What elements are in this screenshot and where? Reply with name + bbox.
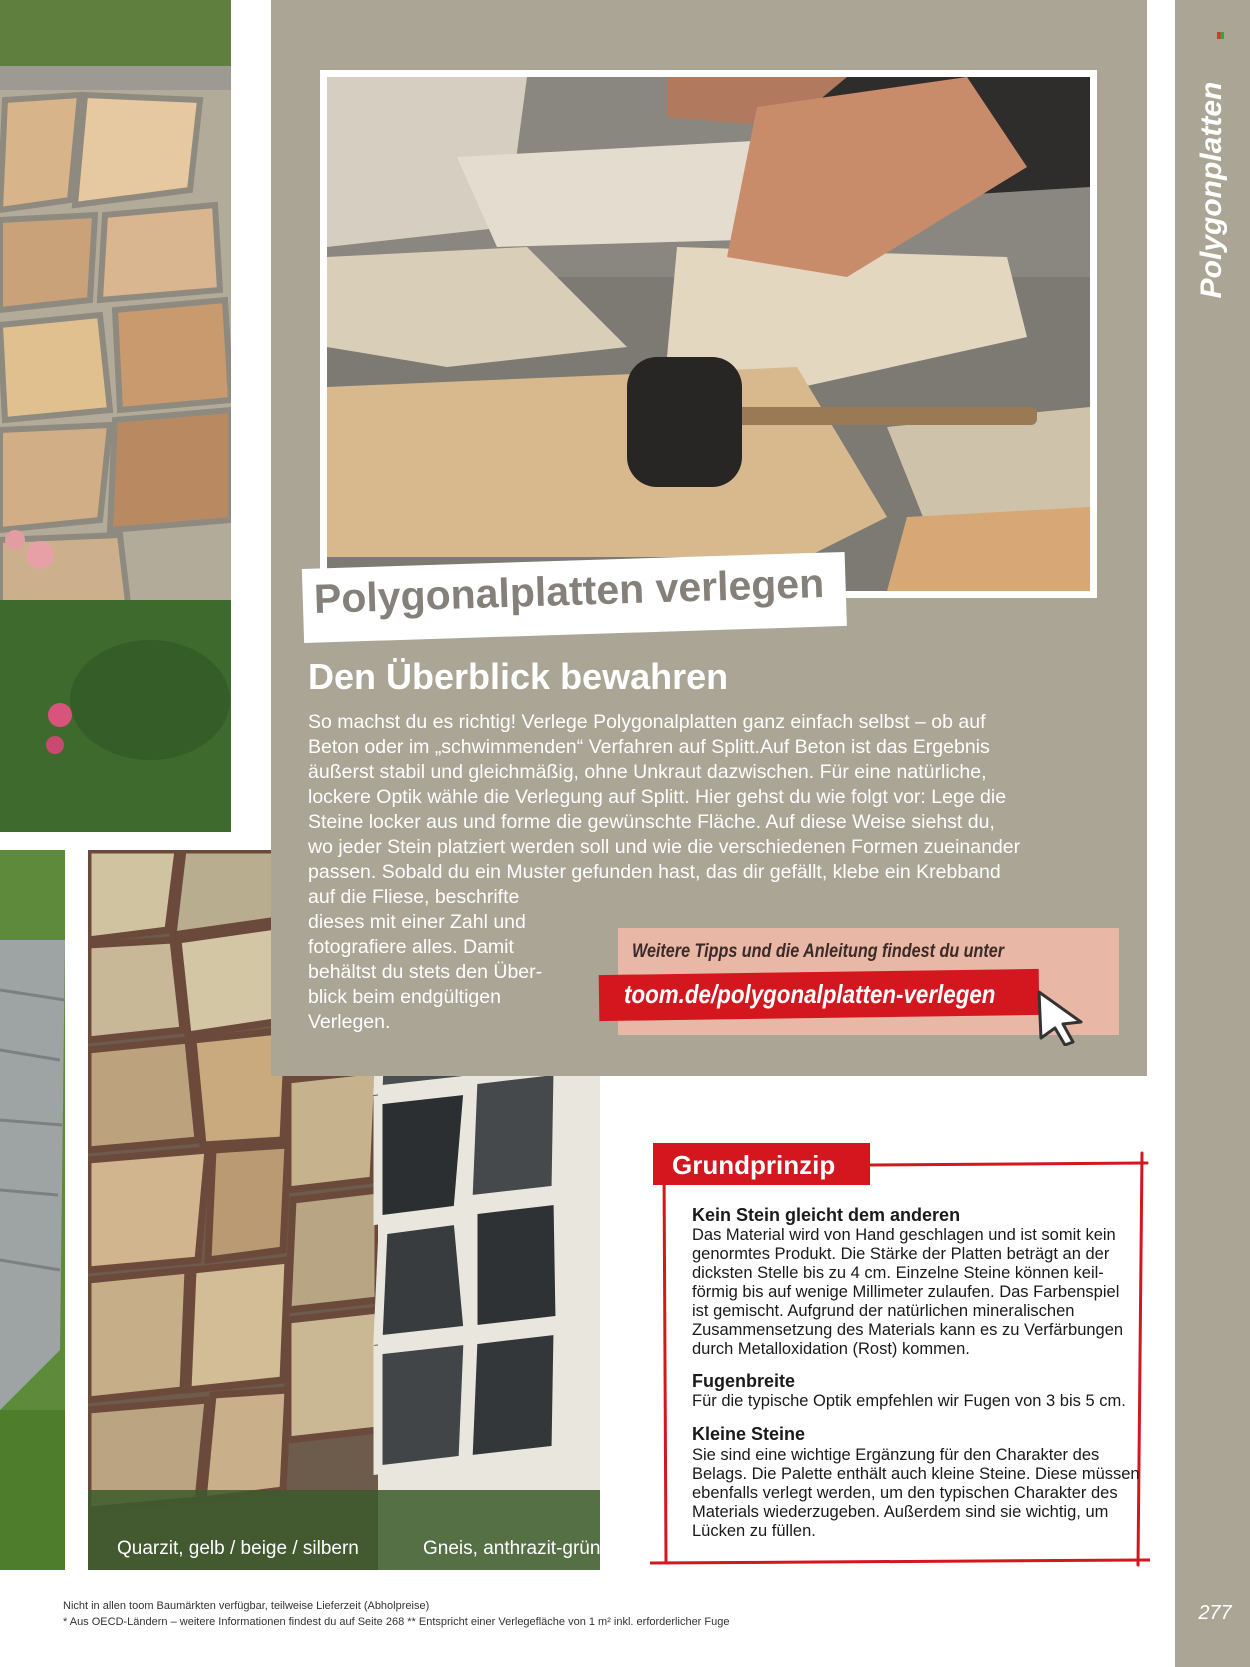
cursor-icon — [1035, 990, 1085, 1046]
body-line: lockere Optik wähle die Verlegung auf Splitt. Hier gehst du wie folgt vor: Lege die — [308, 786, 1007, 808]
section-heading: Kein Stein gleicht dem anderen — [692, 1205, 961, 1225]
body-line: dieses mit einer Zahl und — [308, 911, 526, 933]
section-line: dicksten Stelle bis zu 4 cm. Einzelne Steine können keil- — [692, 1264, 1104, 1282]
footnote: * Aus OECD-Ländern – weitere Informationen findest du auf Seite 268 ** Entspricht einer Verlegefläche von 1 m² inkl. erforderlicher Fuge — [63, 1616, 730, 1628]
section-line: förmig bis auf wenige Millimeter zulaufen. Das Farbenspiel — [692, 1283, 1120, 1301]
body-line: blick beim endgültigen — [308, 986, 501, 1008]
section-heading: Fugenbreite — [692, 1371, 796, 1391]
body-line: Verlegen. — [308, 1011, 391, 1033]
page-number: 277 — [1198, 1602, 1232, 1624]
section-line: genormtes Produkt. Die Stärke der Platten beträgt an der — [692, 1245, 1110, 1263]
section-line: Das Material wird von Hand geschlagen und ist somit kein — [692, 1226, 1116, 1244]
section-line: Lücken zu füllen. — [692, 1522, 816, 1540]
body-line: behältst du stets den Über- — [308, 961, 543, 983]
section-line: durch Metalloxidation (Rost) kommen. — [692, 1340, 970, 1358]
subheadline: Den Überblick bewahren — [308, 656, 729, 697]
hero-photo-frame — [320, 70, 1097, 598]
section-line: Sie sind eine wichtige Ergänzung für den Charakter des — [692, 1446, 1100, 1464]
body-line: Beton oder im „schwimmenden“ Verfahren auf Splitt.Auf Beton ist das Ergebnis — [308, 736, 990, 758]
headline: Polygonalplatten verlegen — [313, 559, 825, 622]
garden-path-photo — [0, 850, 65, 1570]
stone-laying-photo — [327, 77, 1090, 591]
section-line: Materials wiederzugeben. Außerdem sind sie wichtig, um — [692, 1503, 1109, 1521]
body-line: Steine locker aus und forme die gewünschte Fläche. Auf diese Weise siehst du, — [308, 811, 995, 833]
body-line: passen. Sobald du ein Muster gefunden hast, das dir gefällt, klebe ein Krebband — [308, 861, 1001, 883]
section-heading: Kleine Steine — [692, 1424, 806, 1444]
body-line: fotografiere alles. Damit — [308, 936, 514, 958]
body-line: auf die Fliese, beschrifte — [308, 886, 520, 908]
section-line: ebenfalls verlegt werden, um den typischen Charakter des — [692, 1484, 1118, 1502]
body-line: äußerst stabil und gleichmäßig, ohne Unkraut dazwischen. Für eine natürliche, — [308, 761, 987, 783]
sidebar-title: Polygonplatten — [1195, 81, 1228, 299]
garden-wall-photo — [0, 0, 231, 832]
color-mark-icon — [1217, 32, 1224, 39]
section-line: Belags. Die Palette enthält auch kleine Steine. Diese müssen — [692, 1465, 1140, 1483]
body-line: wo jeder Stein platziert werden soll und wie die verschiedenen Formen zueinander — [308, 836, 1021, 858]
grundprinzip-title: Grundprinzip — [672, 1150, 836, 1180]
footnote: Nicht in allen toom Baumärkten verfügbar, teilweise Lieferzeit (Abholpreise) — [63, 1600, 430, 1612]
section-line: Für die typische Optik empfehlen wir Fugen von 3 bis 5 cm. — [692, 1392, 1126, 1410]
caption-gneis: Gneis, anthrazit-grün — [423, 1538, 601, 1559]
tip-text: Weitere Tipps und die Anleitung findest du unter — [632, 941, 1005, 962]
caption-quarzit: Quarzit, gelb / beige / silbern — [117, 1538, 359, 1559]
section-line: ist gemischt. Aufgrund der natürlichen mineralischen — [692, 1302, 1075, 1320]
tip-link[interactable]: toom.de/polygonalplatten-verlegen — [624, 979, 996, 1009]
body-line: So machst du es richtig! Verlege Polygonalplatten ganz einfach selbst – ob auf — [308, 711, 986, 733]
section-line: Zusammensetzung des Materials kann es zu Verfärbungen — [692, 1321, 1124, 1339]
